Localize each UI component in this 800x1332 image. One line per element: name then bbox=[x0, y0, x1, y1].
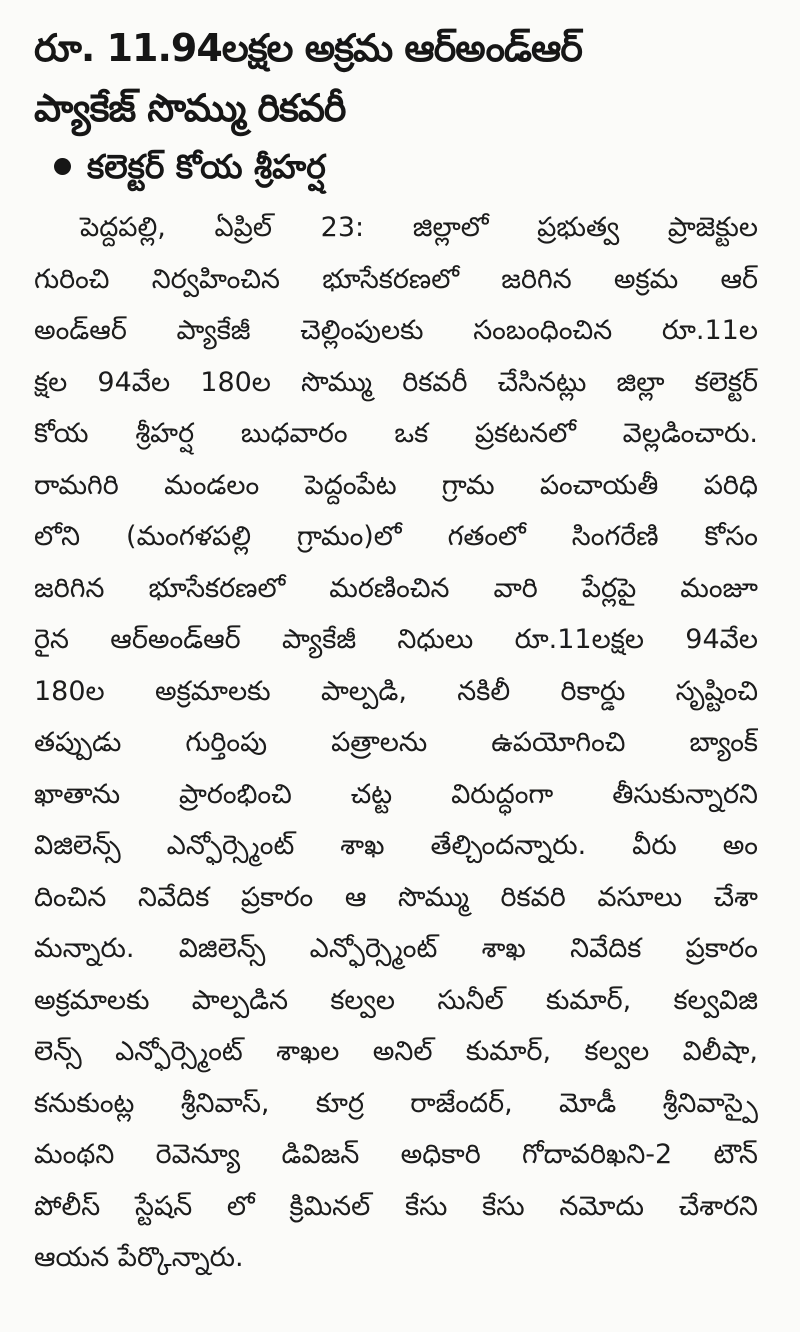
body-line: కనుకుంట్ల శ్రీనివాస్, కూర్ర రాజేందర్, మోడీ శ్రీనివాస్పై bbox=[34, 1087, 758, 1119]
body-line: పెద్దపల్లి, ఏప్రిల్ 23: జిల్లాలో ప్రభుత్వ ప్రాజెక్టుల bbox=[80, 212, 758, 243]
body-line: మన్నారు. విజిలెన్స్ ఎన్ఫోర్స్మెంట్ శాఖ నివేదిక ప్రకారం bbox=[34, 933, 758, 964]
body-line: ఆయన పేర్కొన్నారు. bbox=[34, 1242, 244, 1273]
body-line: జరిగిన భూసేకరణలో మరణించిన వారి పేర్లపై మంజూ bbox=[34, 572, 758, 604]
body-line: 180ల అక్రమాలకు పాల్పడి, నకిలీ రికార్డు సృష్టించి bbox=[34, 675, 758, 707]
bullet-icon bbox=[54, 158, 71, 175]
article-body bbox=[34, 202, 758, 1284]
body-line: అక్రమాలకు పాల్పడిన కల్వల సునీల్ కుమార్, కల్వవిజి bbox=[34, 984, 758, 1016]
body-line: లెన్స్ ఎన్ఫోర్స్మెంట్ శాఖల అనిల్ కుమార్, కల్వల విలీషా, bbox=[34, 1036, 758, 1067]
body-line: విజిలెన్స్ ఎన్ఫోర్స్మెంట్ శాఖ తేల్చిందన్నారు. వీరు అం bbox=[34, 830, 758, 861]
body-line: అండ్ఆర్ ప్యాకేజీ చెల్లింపులకు సంబంధించిన రూ.11ల bbox=[34, 315, 758, 346]
body-line: కోయ శ్రీహర్ష బుధవారం ఒక ప్రకటనలో వెల్లడించారు. bbox=[34, 418, 758, 449]
body-line: పోలీస్ స్టేషన్ లో క్రిమినల్ కేసు కేసు నమోదు చేశారని bbox=[34, 1190, 758, 1222]
body-line: రామగిరి మండలం పెద్దంపేట గ్రామ పంచాయతీ పరిధి bbox=[34, 469, 758, 501]
body-line: మంథని రెవెన్యూ డివిజన్ అధికారి గోదావరిఖని-2 టౌన్ bbox=[34, 1139, 758, 1170]
headline-line: ప్యాకేజ్ సొమ్ము రికవరీ bbox=[34, 86, 346, 130]
body-line: గురించి నిర్వహించిన భూసేకరణలో జరిగిన అక్రమ ఆర్ bbox=[34, 263, 758, 295]
body-line: ఖాతాను ప్రారంభించి చట్ట విరుద్ధంగా తీసుకున్నారని bbox=[34, 778, 758, 810]
body-line: దించిన నివేదిక ప్రకారం ఆ సొమ్ము రికవరి వసూలు చేశా bbox=[34, 881, 758, 913]
body-line: తప్పుడు గుర్తింపు పత్రాలను ఉపయోగించి బ్యాంక్ bbox=[34, 727, 758, 758]
headline-line: రూ. 11.94లక్షల అక్రమ ఆర్అండ్ఆర్ bbox=[34, 26, 582, 70]
subheadline bbox=[34, 138, 758, 196]
headline bbox=[34, 18, 758, 138]
body-line: క్షల 94వేల 180ల సొమ్ము రికవరీ చేసినట్లు జిల్లా కలెక్టర్ bbox=[34, 366, 758, 398]
subheadline-text: కలెక్టర్ కోయ శ్రీహర్ష bbox=[87, 147, 326, 186]
body-line: లోని (మంగళపల్లి గ్రామం)లో గతంలో సింగరేణి కోసం bbox=[34, 521, 758, 552]
body-line: రైన ఆర్అండ్ఆర్ ప్యాకేజీ నిధులు రూ.11లక్షల 94వేల bbox=[34, 624, 758, 655]
